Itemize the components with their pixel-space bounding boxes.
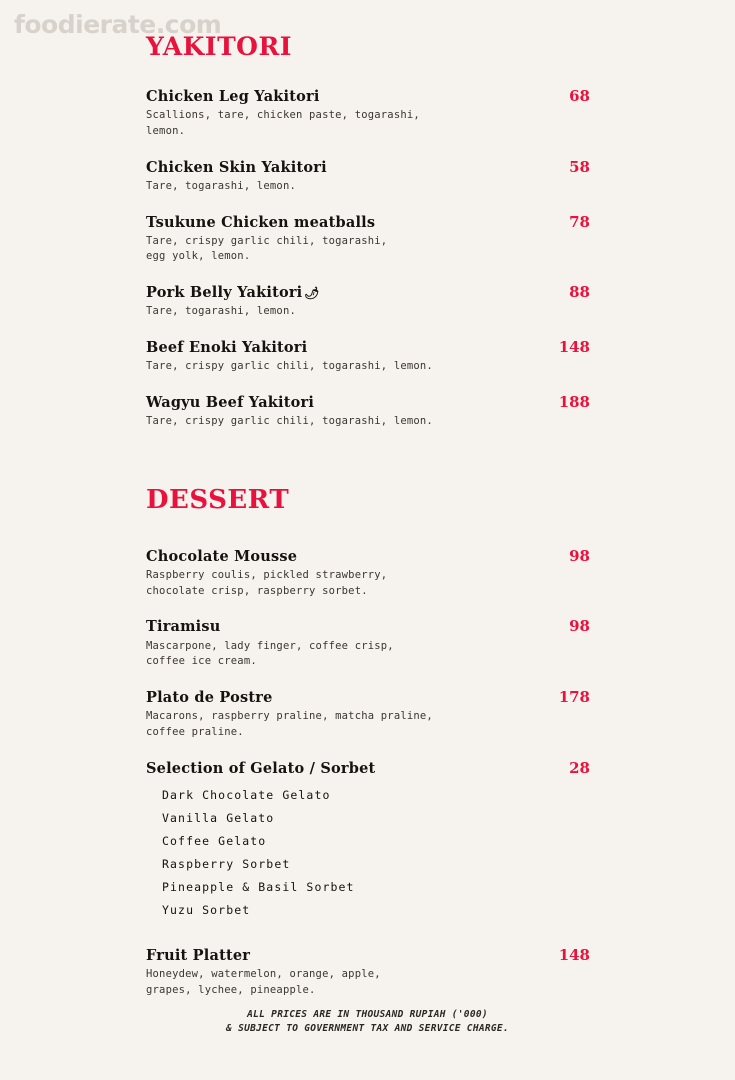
menu-item-price: 28: [569, 758, 590, 777]
menu-item: [146, 158, 590, 195]
menu-item-head: [146, 759, 590, 778]
menu-item-price: 178: [558, 688, 590, 706]
menu-item: [146, 547, 590, 600]
menu-item-head: [146, 283, 590, 302]
section-title-yakitori: YAKITORI: [146, 32, 292, 61]
menu-item-name: Chicken Leg Yakitori: [146, 88, 320, 105]
menu-item-name: Tiramisu: [146, 618, 221, 636]
menu-item-price: 148: [558, 338, 590, 356]
menu-item-description: Tare, togarashi, lemon.: [146, 305, 296, 318]
menu-item-price: 188: [558, 392, 590, 411]
menu-item: [146, 213, 590, 266]
menu-item-description: Tare, crispy garlic chili, togarashi, lemon.: [146, 415, 433, 427]
menu-item-sub-list: [146, 784, 590, 922]
spicy-chili-icon: 🌶: [304, 286, 320, 301]
menu-item-name: Selection of Gelato / Sorbet: [146, 759, 376, 777]
menu-item-description: Tare, crispy garlic chili, togarashi, egg yolk, lemon.: [146, 234, 388, 263]
menu-item-head: [146, 338, 590, 357]
menu-item-head: [146, 547, 590, 566]
menu-item: [146, 946, 590, 999]
section-items-yakitori: [146, 87, 590, 430]
menu-item-price: 58: [569, 157, 590, 176]
menu-item-name: Chicken Skin Yakitori: [146, 158, 327, 176]
list-item: Yuzu Sorbet: [162, 902, 251, 917]
menu-item-description: Raspberry coulis, pickled strawberry, chocolate crisp, raspberry sorbet.: [146, 568, 388, 597]
footnote-line-1: ALL PRICES ARE IN THOUSAND RUPIAH ('000): [247, 1009, 488, 1020]
menu-item-head: [146, 158, 590, 177]
menu-item-name: Chocolate Mousse: [146, 547, 298, 565]
menu-item-head: [146, 87, 590, 106]
list-item: Coffee Gelato: [162, 833, 267, 848]
menu-item-description: Mascarpone, lady finger, coffee crisp, coffee ice cream.: [146, 639, 394, 668]
footnote-line-2: & SUBJECT TO GOVERNMENT TAX AND SERVICE CHARGE.: [226, 1022, 509, 1034]
menu-item-name: Wagyu Beef Yakitori: [146, 393, 315, 411]
menu-item: [146, 688, 590, 741]
menu-item-description: Tare, togarashi, lemon.: [146, 179, 296, 192]
menu-item: [146, 617, 590, 670]
menu-item-name-text: Pork Belly Yakitori: [146, 284, 303, 302]
list-item: Vanilla Gelato: [162, 810, 275, 825]
list-item: Pineapple & Basil Sorbet: [162, 879, 355, 894]
menu-item-head: [146, 946, 590, 965]
menu-item-name: Beef Enoki Yakitori: [146, 339, 308, 356]
menu-item-name: Fruit Platter: [146, 946, 251, 964]
menu-item-description: Macarons, raspberry praline, matcha praline, coffee praline.: [146, 710, 433, 738]
menu-item: [146, 87, 590, 140]
menu-item-description: Honeydew, watermelon, orange, apple, grapes, lychee, pineapple.: [146, 967, 381, 996]
menu-item-name: Tsukune Chicken meatballs: [146, 213, 376, 231]
menu-item-head: [146, 393, 590, 412]
menu-item-price: 88: [569, 283, 590, 302]
menu-item: [146, 759, 590, 922]
menu-item-price: 98: [569, 617, 590, 636]
menu-item-name: Plato de Postre: [146, 689, 273, 706]
menu-content: [146, 0, 590, 1016]
menu-item-description: Scallions, tare, chicken paste, togarashi, lemon.: [146, 109, 420, 137]
menu-item: [146, 283, 590, 320]
menu-item-head: [146, 213, 590, 232]
menu-item-head: [146, 617, 590, 636]
menu-item: [146, 393, 590, 430]
menu-item-name: [146, 284, 320, 302]
menu-item-price: 78: [569, 212, 590, 231]
section-title-dessert: DESSERT: [146, 484, 290, 515]
menu-item-description: Tare, crispy garlic chili, togarashi, lemon.: [146, 360, 433, 373]
list-item: Raspberry Sorbet: [162, 856, 291, 871]
menu-item: [146, 338, 590, 375]
price-footnote: [0, 1008, 735, 1036]
list-item: Dark Chocolate Gelato: [162, 787, 331, 802]
menu-item-price: 98: [569, 546, 590, 565]
section-items-dessert: [146, 547, 590, 999]
watermark: foodierate.com: [14, 10, 222, 39]
menu-item-price: 148: [558, 945, 590, 964]
menu-item-head: [146, 688, 590, 707]
menu-item-price: 68: [569, 87, 590, 105]
